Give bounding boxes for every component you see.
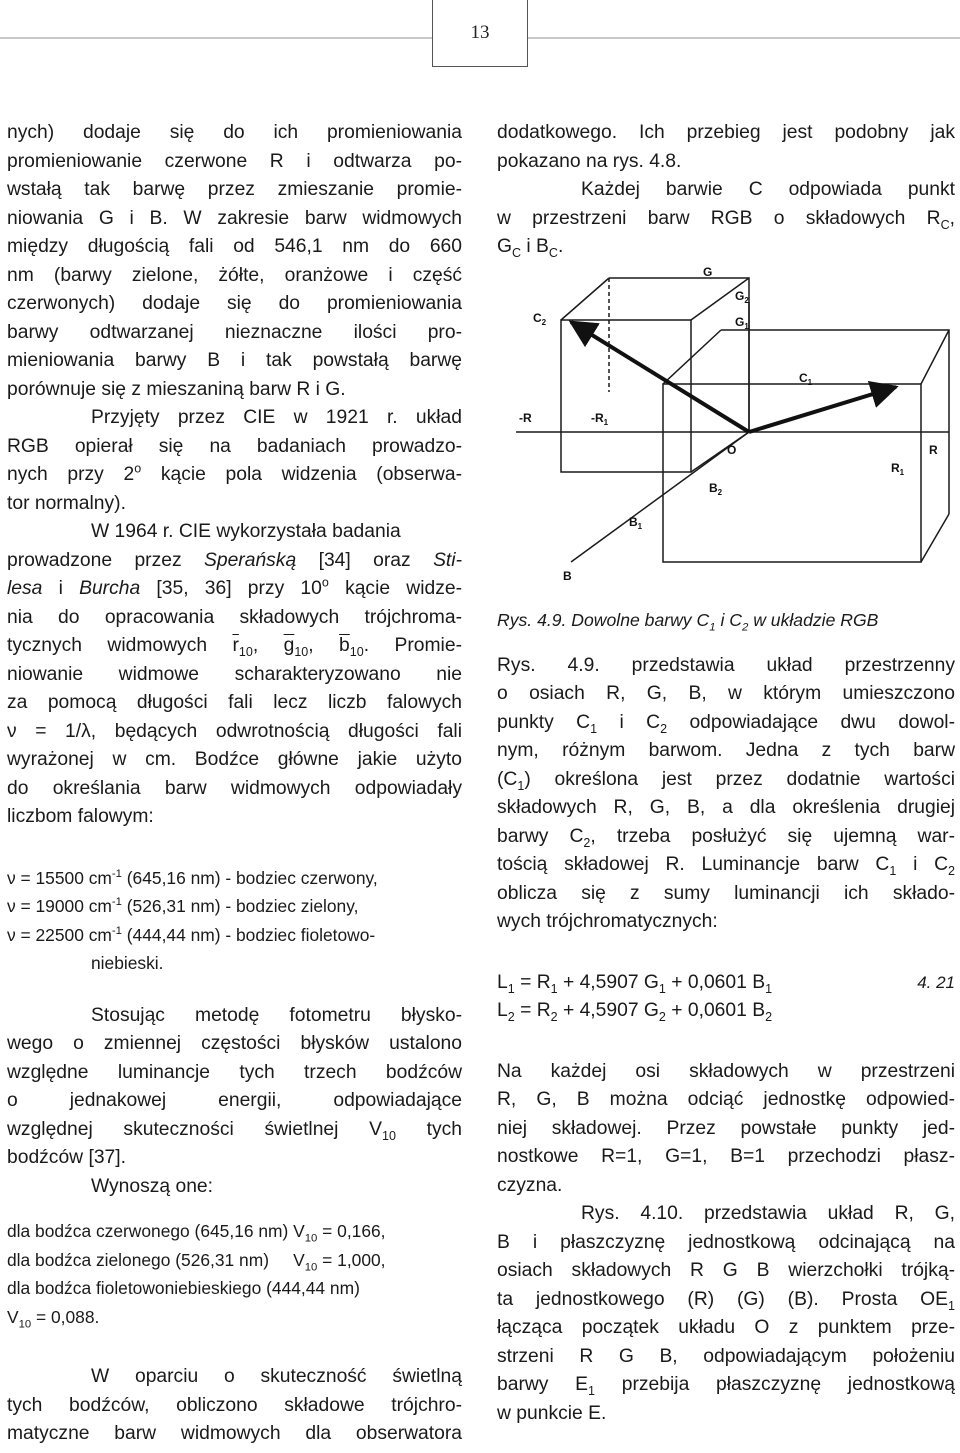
left-column [7, 119, 462, 1449]
paragraph-5: Wynoszą one: [91, 1175, 214, 1197]
equation-l1-text: $L_1 = R_1 + 4,5907$ $G_1 + 0,0601$ $B_1$ [497, 971, 773, 996]
equation-number: 4. 21 [917, 972, 955, 992]
text-run: i C [896, 854, 949, 875]
text-line: nych) dodaje się do ich promieniowania [7, 122, 462, 143]
spacer [7, 1201, 462, 1217]
superscript: -1 [111, 924, 122, 937]
subscript: 2 [660, 721, 668, 736]
text-line [7, 547, 462, 576]
author-name: Sti- [433, 549, 462, 571]
text-run: (526,31 nm) - bodziec zielony, [121, 896, 359, 916]
text-line [497, 205, 955, 234]
text-line: nostkowe R=1, G=1, B=1 przechodzi płasz- [497, 1146, 955, 1167]
text-run: odpowiadające dwu dowol- [667, 711, 956, 733]
paragraph-r5 [497, 1200, 955, 1428]
text-line: wstałą tak barwę przez zmieszanie promie- [7, 179, 462, 200]
value-violet: dla bodźca fioletowoniebieskiego (444,44 nm) [7, 1278, 360, 1298]
text-line: ν = 1/λ, będących odwrotnością długości fali [7, 720, 462, 742]
label-b2: $B_2$ [709, 480, 723, 497]
text-run: (444,44 nm) - bodziec fioletowo- [121, 924, 376, 945]
subscript: 2 [948, 863, 955, 878]
subscript: 1 [889, 863, 897, 878]
text-line: niej składowej. Przez powstałe punkty jed- [497, 1117, 955, 1139]
text-line: B i płaszczyznę jednostkową odcinającą na [497, 1231, 955, 1253]
text-line: niowania G i B. W zakresie barw widmowych [7, 207, 462, 229]
label-r: R [929, 442, 938, 457]
text-run: kącie pola widzenia (obserwa- [141, 464, 462, 485]
subscript: 10 [349, 644, 364, 659]
paragraph-r1 [497, 119, 955, 176]
paragraph-4 [7, 1002, 462, 1173]
text-line: RGB opierał się na badaniach prowadzo- [7, 435, 462, 457]
text-run: w układzie RGB [748, 609, 879, 630]
subscript: 1 [590, 721, 598, 736]
g-bar-symbol: $\overline{g}$ [283, 635, 295, 656]
page-number [432, 0, 528, 67]
text-line: oblicza się z sumy luminancji ich składo- [497, 882, 955, 904]
text-line: do określania barw widmowych odpowiadały [7, 777, 462, 799]
label-g2: $G_2$ [735, 288, 749, 305]
text-line: Każdej barwie C odpowiada punkt [581, 179, 955, 200]
subscript: 10 [382, 1128, 396, 1143]
text-run: (C [497, 768, 518, 790]
text-run: (645,16 nm) - bodziec czerwony, [121, 867, 378, 888]
text-line [7, 575, 462, 604]
text-line: niebieski. [91, 953, 164, 973]
text-run: prowadzone przez [7, 549, 204, 571]
text-line: za pomocą długości fali lecz liczb falowych [7, 692, 462, 713]
text-run: nych przy 2 [7, 464, 135, 485]
paragraph-6 [7, 1363, 462, 1449]
superscript: o [134, 461, 142, 476]
text-line: tych bodźców, obliczono składowe trójchro- [7, 1394, 462, 1416]
text-line: o jednakowej energii, odpowiadające [7, 1090, 462, 1111]
text-line: wyrażonej w cm. Bodźce główne jakie użyto [7, 749, 462, 770]
cube-c1-edge [663, 330, 721, 384]
text-line: mieniowania barwy B i tak powstałą barwę [7, 350, 462, 371]
text-run: = 0,166, [317, 1221, 386, 1241]
text-run: , trzeba posłużyć się ujemną war- [590, 825, 956, 847]
text-line: tor normalny). [7, 492, 126, 514]
spacer [7, 832, 462, 864]
right-column [497, 119, 955, 1428]
text-run: Rys. 4.9. Dowolne barwy C [497, 609, 710, 630]
text-run: ν = 22500 cm [7, 924, 112, 945]
spacer [497, 937, 955, 969]
text-run: punkty C [497, 711, 591, 733]
value-green [7, 1246, 462, 1275]
label-b: B [563, 568, 572, 583]
subscript: 2 [741, 621, 749, 634]
subscript: C [512, 245, 522, 260]
superscript: -1 [111, 867, 122, 880]
text-run: = 1,000, [317, 1249, 386, 1270]
text-line: Przyjęty przez CIE w 1921 r. układ [91, 407, 462, 428]
cube-c2-back-face [561, 320, 691, 472]
subscript: C [548, 245, 558, 260]
text-line: nia do opracowania składowych trójchroma- [7, 606, 462, 628]
text-line: W oparciu o skuteczność świetlną [91, 1366, 462, 1387]
cube-c1-front-face [663, 384, 921, 562]
text-run: kącie widze- [328, 578, 463, 599]
equation-l2 [497, 997, 955, 1026]
text-run: dla bodźca czerwonego (645,16 nm) V [7, 1221, 305, 1241]
value-red [7, 1217, 462, 1246]
text-run: G [497, 236, 512, 257]
text-line [7, 1116, 462, 1145]
cube-c1-edge [921, 330, 949, 384]
text-line [497, 851, 955, 880]
cube-c2-edge [561, 278, 609, 320]
wavenumber-green [7, 892, 462, 921]
text-run: względnej skuteczności świetlnej V [7, 1118, 382, 1140]
text-run: , [949, 207, 955, 229]
wavenumber-violet [7, 921, 462, 950]
superscript: -1 [111, 896, 122, 909]
luminance-values-list [7, 1217, 462, 1331]
label-origin: O [727, 442, 737, 457]
text-run: barwy C [497, 825, 584, 847]
label-r1: $R_1$ [891, 460, 905, 477]
text-line: dodatkowego. Ich przebieg jest podobny jak [497, 122, 955, 143]
page-number-text: 13 [470, 22, 490, 43]
text-run: tycznych widmowych [7, 635, 233, 656]
paragraph-1 [7, 119, 462, 404]
text-run: V [7, 1306, 19, 1327]
value-violet-v [7, 1303, 462, 1332]
text-line: pokazano na rys. 4.8. [497, 150, 682, 172]
text-line: promieniowanie czerwone R i odtwarza po- [7, 150, 462, 172]
text-run: ν = 15500 cm [7, 867, 112, 888]
equation-l1 [497, 969, 955, 998]
text-run: tych [395, 1118, 462, 1140]
text-line [497, 823, 955, 852]
text-run: i [42, 578, 80, 599]
text-line [497, 1371, 955, 1400]
subscript: C [940, 217, 950, 232]
text-line: barwy odtwarzanej nieznaczne ilości pro- [7, 321, 462, 343]
cube-c2-top-edges [609, 278, 749, 432]
text-line: strzeni R G B, odpowiadającym położeniu [497, 1345, 955, 1367]
text-line: niowanie widmowe scharakteryzowano nie [7, 663, 462, 685]
subscript: 1 [517, 778, 525, 793]
author-name: Sperańską [204, 549, 297, 571]
text-line: o osiach R, G, B, w którym umieszczono [497, 683, 955, 704]
text-run: ν = 19000 cm [7, 896, 112, 916]
paragraph-r4 [497, 1058, 955, 1201]
b-bar-symbol: $\overline{b}$ [339, 635, 350, 656]
subscript: 10 [294, 644, 309, 659]
text-line [497, 233, 955, 262]
spacer [7, 1331, 462, 1363]
text-line: matyczne barw widmowych dla obserwatora [7, 1423, 462, 1444]
text-line: łącząca początek układu O z punktem prze- [497, 1317, 955, 1338]
label-minus-r1: $-R_1$ [591, 410, 609, 427]
text-run: tością składowej R. Luminancje barw C [497, 854, 890, 875]
text-line: wego o zmiennej częstości błysków ustalono [7, 1033, 462, 1054]
rgb-space-diagram [491, 262, 951, 598]
text-line: czerwonych) dodaje się do promieniowania [7, 293, 462, 314]
text-line: czyzna. [497, 1174, 563, 1196]
text-line: bodźców [37]. [7, 1147, 126, 1168]
author-name: Burcha [79, 578, 141, 599]
text-run: i B [521, 236, 549, 257]
text-line [497, 766, 955, 795]
label-b1: $B_1$ [629, 514, 643, 531]
paragraph-r2 [497, 176, 955, 262]
text-run: [35, 36] przy 10 [140, 578, 322, 599]
label-g1: $G_1$ [735, 314, 749, 331]
b-axis [571, 432, 749, 562]
wavenumber-red [7, 864, 462, 893]
label-minus-r: -R [519, 410, 532, 425]
subscript: 10 [18, 1317, 32, 1330]
paragraph-3 [7, 518, 462, 832]
subscript: 10 [304, 1232, 318, 1245]
text-run: i C [597, 711, 661, 733]
text-line: liczbom falowym: [7, 806, 154, 827]
text-line: między długością fali od 546,1 nm do 660 [7, 236, 462, 257]
spacer [7, 978, 462, 1002]
text-line: tycznych widmowych $\overline{r}_{10}$, $\overline{g}_{10}$, $\overline{b}_{10}$. Promie- [7, 635, 462, 659]
text-run: = 0,088. [31, 1306, 100, 1327]
paragraph-2 [7, 404, 462, 518]
spacer [497, 1026, 955, 1058]
text-line: składowych R, G, B, a dla określenia drugiej [497, 797, 955, 818]
subscript: 10 [304, 1260, 318, 1273]
superscript: o [321, 575, 329, 590]
subscript: 1 [588, 1383, 596, 1398]
text-run: . [557, 236, 564, 257]
text-line [7, 461, 462, 490]
text-run: i C [715, 609, 742, 630]
cube-c1-top-edges [721, 330, 949, 514]
subscript: 1 [709, 621, 716, 634]
text-line: Na każdej osi składowych w przestrzeni [497, 1060, 955, 1082]
wavenumber-list [7, 864, 462, 978]
subscript: 2 [583, 835, 591, 850]
text-line: względne luminancje tych trzech bodźców [7, 1061, 462, 1083]
label-g: G [703, 264, 713, 279]
text-run: [34] oraz [296, 549, 434, 571]
text-line: osiach składowych R G B wierzchołki trójką- [497, 1260, 955, 1281]
figure-caption [497, 608, 951, 632]
text-line: wych trójchromatycznych: [497, 911, 718, 932]
equation-l2-text: $L_2 = R_2 + 4,5907$ $G_2 + 0,0601$ $B_2$ [497, 1000, 773, 1024]
text-line: nym, różnym barwom. Jedna z tych barw [497, 740, 955, 761]
text-line: Rys. 4.9. przedstawia układ przestrzenny [497, 654, 955, 676]
text-line: Rys. 4.10. przedstawia układ R, G, [581, 1203, 955, 1224]
label-c2: $C_2$ [533, 310, 547, 327]
subscript: 1 [948, 1298, 955, 1313]
text-line: W 1964 r. CIE wykorzystała badania [91, 521, 401, 542]
text-line: Stosując metodę fotometru błysko- [91, 1004, 462, 1026]
text-line [497, 1286, 955, 1315]
text-run: w przestrzeni barw RGB o składowych R [497, 207, 941, 229]
subscript: 10 [238, 644, 253, 659]
text-line: w punkcie E. [497, 1402, 607, 1424]
text-run: dla bodźca zielonego (526,31 nm) V [7, 1249, 305, 1270]
text-line: porównuje się z mieszaniną barw R i G. [7, 378, 346, 400]
text-run: barwy E [497, 1374, 589, 1395]
author-name: lesa [7, 578, 43, 599]
cube-c1-edge [921, 514, 949, 562]
vector-c1 [749, 387, 896, 432]
text-run: ta jednostkowego (R) (G) (B). Prosta OE [497, 1288, 949, 1310]
label-c1: $C_1$ [799, 370, 813, 387]
figure-rgb-cube [491, 262, 951, 742]
text-run: . Promie- [363, 635, 462, 656]
text-run: przebija płaszczyznę jednostkową [595, 1374, 955, 1395]
text-line: R, G, B można odciąć jednostkę odpowied- [497, 1089, 955, 1110]
text-run: ) określona jest przez dodatnie wartości [524, 768, 955, 790]
r-bar-symbol: $\overline{r}$ [232, 635, 239, 656]
text-line: nm (barwy zielone, żółte, oranżowe i część [7, 264, 462, 286]
